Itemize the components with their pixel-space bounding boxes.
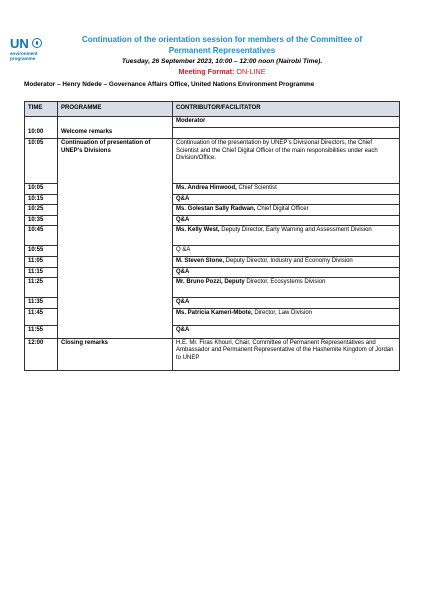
time-cell: 11:45 <box>25 308 58 325</box>
contributor-cell: Q &A <box>173 246 400 257</box>
un-environment-logo <box>10 37 56 71</box>
table-row <box>25 205 400 216</box>
time-cell: 10:05 <box>25 184 58 195</box>
programme-cell: Continuation of presentation of UNEP’s Divisions <box>58 139 173 184</box>
contributor-cell: H.E. Mr. Firas Khouri, Chair, Committee of Permanent Representatives and Ambassador and Permanent Representative of the Hashemite Kingdom of Jordan to UNEP <box>173 338 400 370</box>
programme-cell <box>58 325 173 338</box>
table-row <box>25 128 400 139</box>
time-cell: 11:25 <box>25 278 58 298</box>
header-contributor: CONTRIBUTOR/FACILITATOR <box>173 102 400 117</box>
table-header-row <box>25 102 400 117</box>
programme-cell <box>58 298 173 309</box>
date-line: Tuesday, 26 September 2023, 10:00 – 12:00 noon (Nairobi Time). <box>121 58 323 65</box>
contributor-cell: Moderator <box>173 117 400 128</box>
time-cell: 11:15 <box>25 267 58 278</box>
contributor-cell: Q&A <box>173 215 400 226</box>
programme-cell <box>58 267 173 278</box>
time-cell: 10:45 <box>25 226 58 246</box>
table-row <box>25 215 400 226</box>
time-cell: 10:00 <box>25 128 58 139</box>
agenda-table <box>24 101 400 371</box>
programme-cell <box>58 226 173 246</box>
programme-cell <box>58 215 173 226</box>
header-time: TIME <box>25 102 58 117</box>
table-row <box>25 139 400 184</box>
table-row <box>25 246 400 257</box>
table-row <box>25 184 400 195</box>
table-row <box>25 278 400 298</box>
contributor-cell: Q&A <box>173 298 400 309</box>
table-row <box>25 226 400 246</box>
programme-cell <box>58 256 173 267</box>
table-row <box>25 325 400 338</box>
contributor-cell: Ms. Andrea Hinwood, Chief Scientist <box>173 184 400 195</box>
time-cell: 12:00 <box>25 338 58 370</box>
globe-icon <box>32 38 42 48</box>
programme-cell <box>58 194 173 205</box>
meeting-format-value: ON-LINE <box>236 67 266 76</box>
contributor-cell <box>173 128 400 139</box>
contributor-cell: Ms. Golestan Sally Radwan, Chief Digital Officer <box>173 205 400 216</box>
programme-cell <box>58 308 173 325</box>
contributor-cell: Ms. Patricia Kameri-Mbote, Director, Law Division <box>173 308 400 325</box>
programme-cell: Welcome remarks <box>58 128 173 139</box>
programme-cell <box>58 117 173 128</box>
logo-un-text: UN <box>10 36 29 51</box>
programme-cell <box>58 246 173 257</box>
time-cell: 11:05 <box>25 256 58 267</box>
programme-cell <box>58 278 173 298</box>
table-row <box>25 298 400 309</box>
table-row <box>25 308 400 325</box>
logo-subtext: environment programme <box>10 51 38 61</box>
time-cell: 11:35 <box>25 298 58 309</box>
contributor-cell: Q&A <box>173 194 400 205</box>
programme-cell <box>58 184 173 195</box>
moderator-line: Moderator – Henry Ndede – Governance Affairs Office, United Nations Environment Programme <box>24 81 315 88</box>
time-cell: 11:55 <box>25 325 58 338</box>
contributor-cell: Q&A <box>173 267 400 278</box>
meeting-format <box>62 67 382 76</box>
time-cell: 10:35 <box>25 215 58 226</box>
meeting-format-label: Meeting Format: <box>178 67 235 76</box>
table-row <box>25 194 400 205</box>
contributor-cell: Ms. Kelly West, Deputy Director, Early Warning and Assessment Division <box>173 226 400 246</box>
contributor-cell: Q&A <box>173 325 400 338</box>
time-cell: 10:05 <box>25 139 58 184</box>
contributor-cell: Mr. Bruno Pozzi, Deputy Director, Ecosystems Division <box>173 278 400 298</box>
table-row <box>25 117 400 128</box>
contributor-cell: Continuation of the presentation by UNEP’s Divisional Directors, the Chief Scientist and the Chief Digital Officer of the main responsibilities under each Division/Office. <box>173 139 400 184</box>
time-cell: 10:25 <box>25 205 58 216</box>
time-cell <box>25 117 58 128</box>
table-row <box>25 256 400 267</box>
contributor-cell: M. Steven Stone, Deputy Director, Industry and Economy Division <box>173 256 400 267</box>
document-title: Continuation of the orientation session for members of the Committee of Permanent Representatives <box>81 35 363 55</box>
table-row <box>25 338 400 370</box>
programme-cell: Closing remarks <box>58 338 173 370</box>
table-row <box>25 267 400 278</box>
header-programme: PROGRAMME <box>58 102 173 117</box>
time-cell: 10:15 <box>25 194 58 205</box>
time-cell: 10:55 <box>25 246 58 257</box>
programme-cell <box>58 205 173 216</box>
